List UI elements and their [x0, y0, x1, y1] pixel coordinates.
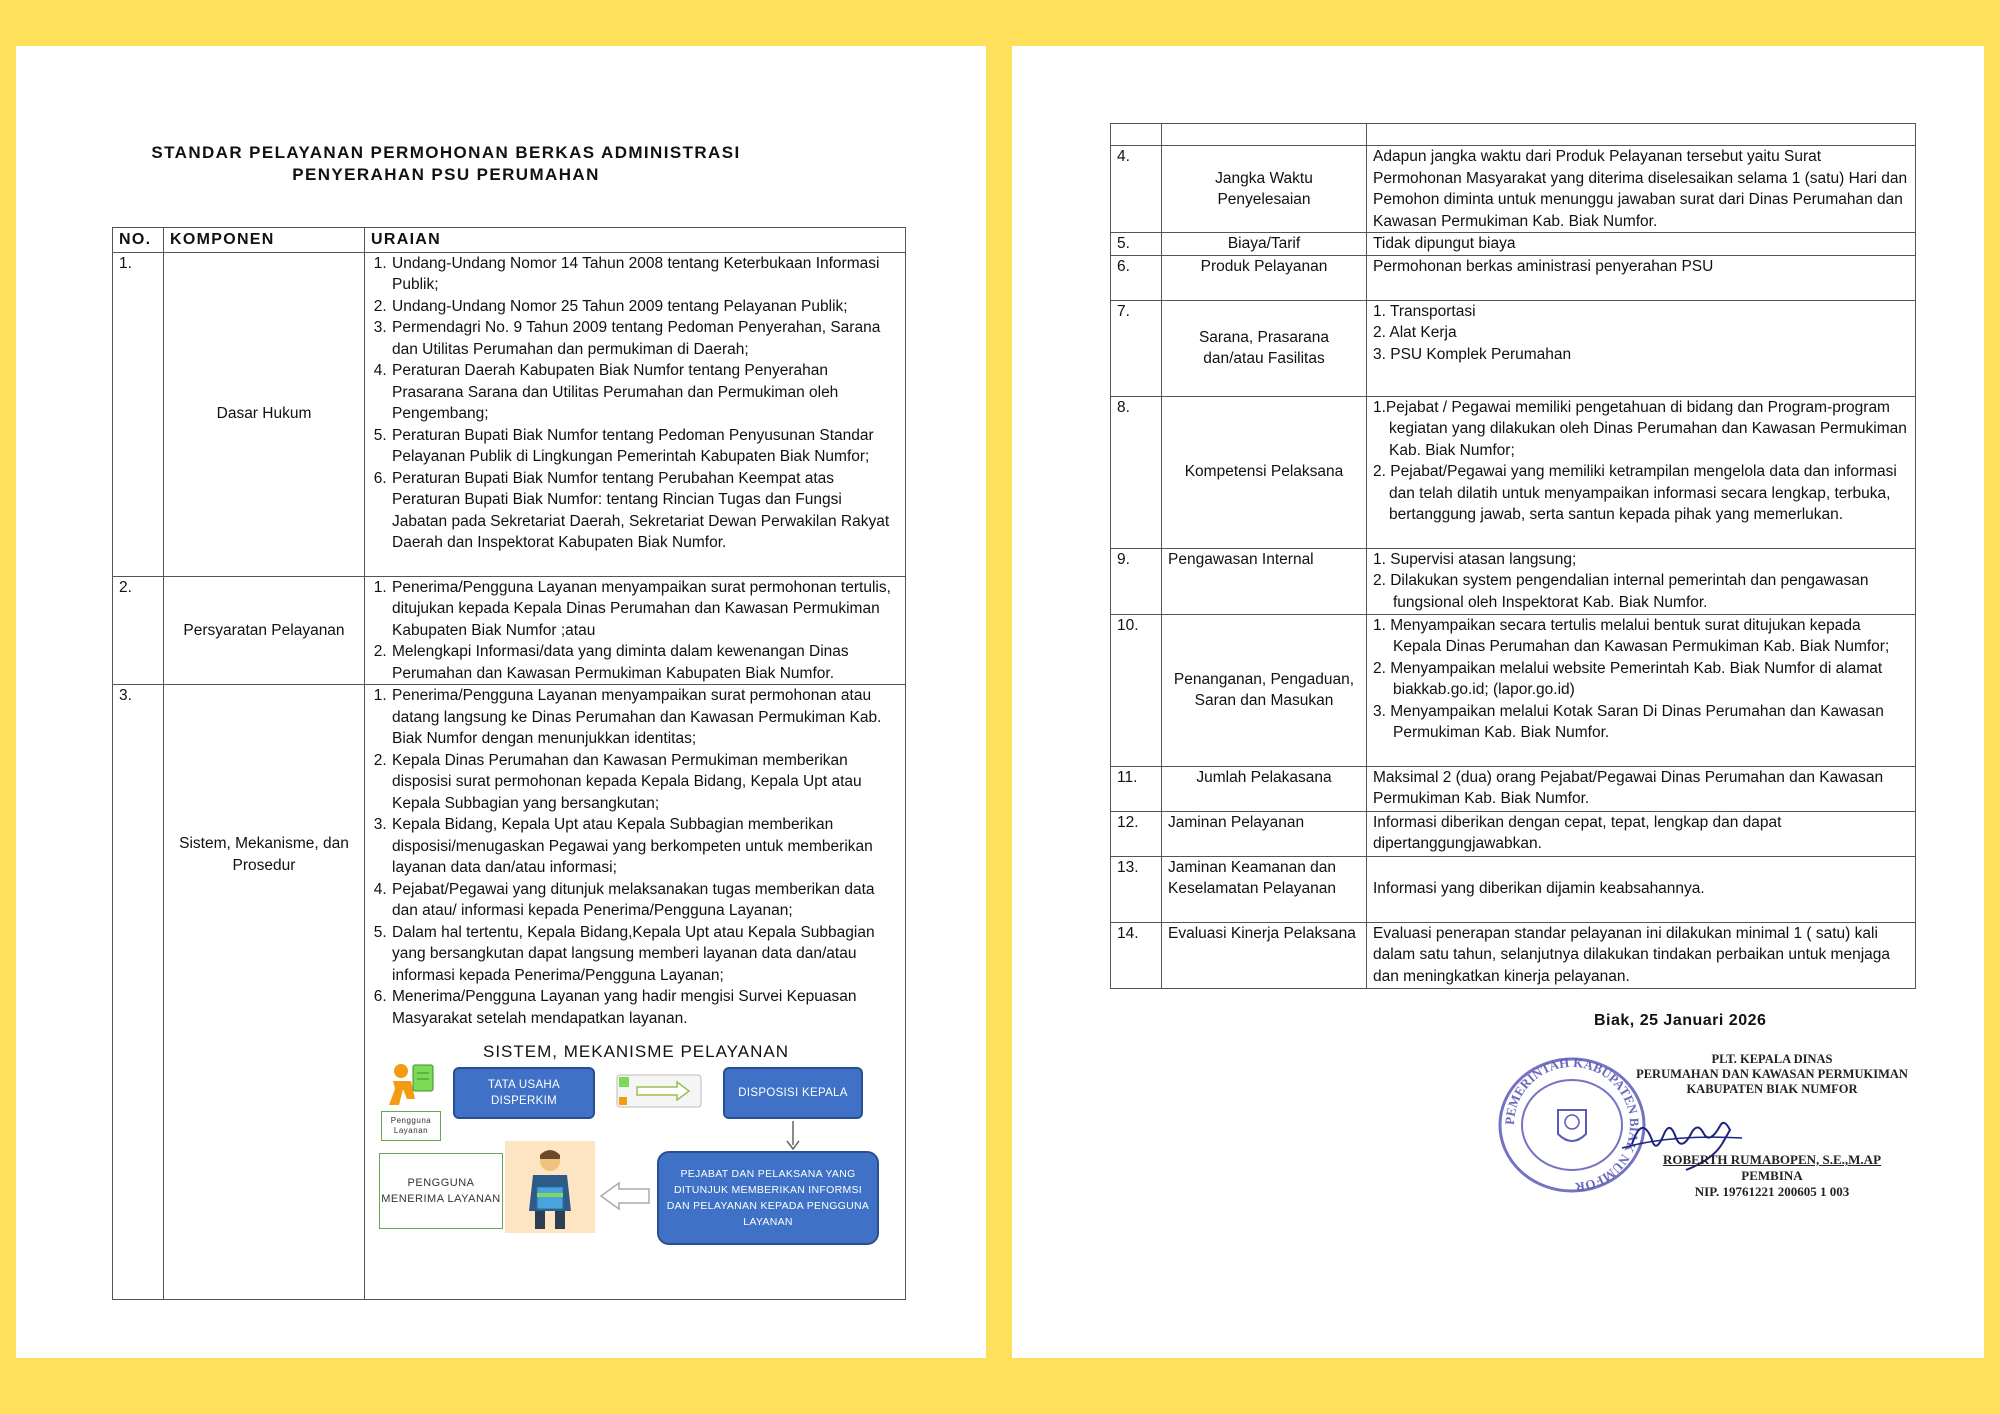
list-item: 1. Menyampaikan secara tertulis melalui bentuk surat ditujukan kepada Kepala Dinas Perumahan dan Kawasan Permukiman Kab. Biak Numfor;: [1373, 616, 1890, 655]
row-number: 8.: [1111, 396, 1162, 548]
row-komponen: Sistem, Mekanisme, dan Prosedur: [164, 685, 365, 1300]
service-flowchart: [371, 1029, 899, 1299]
list-item: 2. Alat Kerja: [1373, 324, 1457, 341]
row-komponen: Jumlah Pelakasana: [1162, 766, 1367, 811]
row-uraian: [1367, 614, 1916, 766]
row-number: 4.: [1111, 146, 1162, 233]
list-item: 2. Undang-Undang Nomor 25 Tahun 2009 tentang Pelayanan Publik;: [391, 296, 899, 318]
document-page-2: [1012, 46, 1984, 1358]
table-row: [1111, 811, 1916, 856]
row-komponen: Biaya/Tarif: [1162, 233, 1367, 256]
table-row: [1111, 922, 1916, 988]
table-row: [113, 252, 906, 576]
title-line-2: PENYERAHAN PSU PERUMAHAN: [292, 165, 600, 184]
row-number: 12.: [1111, 811, 1162, 856]
list-item: 4. Pejabat/Pegawai yang ditunjuk melaksanakan tugas memberikan data dan atau/ informasi kepada Penerima/Pengguna Layanan;: [391, 879, 899, 922]
position-line-1: PLT. KEPALA DINAS: [1711, 1052, 1833, 1066]
signatory-name: ROBERTH RUMABOPEN, S.E.,M.AP: [1662, 1152, 1882, 1167]
row-komponen: Dasar Hukum: [164, 252, 365, 576]
signatory-rank: PEMBINA: [1741, 1168, 1803, 1183]
pengguna-menerima-box: PENGGUNA MENERIMA LAYANAN: [379, 1153, 503, 1229]
list-item: 2. Kepala Dinas Perumahan dan Kawasan Permukiman memberikan disposisi surat permohonan kepada Kepala Bidang, Kepala Upt atau Kepala Subbagian yang bersangkutan;: [391, 750, 899, 815]
table-row: [1111, 300, 1916, 396]
row-uraian: [1367, 300, 1916, 396]
row-uraian: [365, 685, 906, 1300]
table-row: [1111, 255, 1916, 300]
row-number: 1.: [113, 252, 164, 576]
row-number: 11.: [1111, 766, 1162, 811]
table-row: [1111, 766, 1916, 811]
header-no: NO.: [113, 228, 164, 253]
position-line-3: KABUPATEN BIAK NUMFOR: [1686, 1082, 1858, 1096]
list-item: 3. Menyampaikan melalui Kotak Saran Di Dinas Perumahan dan Kawasan Permukiman Kab. Biak Numfor.: [1373, 702, 1884, 741]
arrow-left-icon: [597, 1179, 653, 1213]
title-line-1: STANDAR PELAYANAN PERMOHONAN BERKAS ADMINISTRASI: [151, 143, 741, 162]
row-uraian: [365, 576, 906, 685]
row-komponen: Jaminan Pelayanan: [1162, 811, 1367, 856]
row-komponen: Evaluasi Kinerja Pelaksana: [1162, 922, 1367, 988]
row-uraian: Maksimal 2 (dua) orang Pejabat/Pegawai Dinas Perumahan dan Kawasan Permukiman Kab. Biak Numfor.: [1367, 766, 1916, 811]
row-komponen: Pengawasan Internal: [1162, 548, 1367, 614]
row-number: 3.: [113, 685, 164, 1300]
standard-table-part-1: [112, 227, 906, 1300]
table-row: [1111, 233, 1916, 256]
pengguna-layanan-box: Pengguna Layanan: [381, 1111, 441, 1141]
row-uraian: Evaluasi penerapan standar pelayanan ini dilakukan minimal 1 ( satu) kali dalam satu tahun, selanjutnya dilakukan tindakan perbaikan untuk menjaga dan meningkatkan kinerja pelayanan.: [1367, 922, 1916, 988]
tata-usaha-box: TATA USAHA DISPERKIM: [453, 1067, 595, 1119]
row-uraian: Permohonan berkas aministrasi penyerahan PSU: [1367, 255, 1916, 300]
disposisi-kepala-box: DISPOSISI KEPALA: [723, 1067, 863, 1119]
document-arrow-icon: [615, 1073, 705, 1109]
list-item: 2. Dilakukan system pengendalian internal pemerintah dan pengawasan fungsional oleh Inspektorat Kab. Biak Numfor.: [1373, 572, 1869, 611]
row-uraian: [1367, 548, 1916, 614]
list-item: 1. Transportasi: [1373, 302, 1476, 320]
row-komponen: Jangka Waktu Penyelesaian: [1162, 146, 1367, 233]
signatory-position: [1572, 1052, 1972, 1097]
document-page-1: [16, 46, 986, 1358]
row-number: 6.: [1111, 255, 1162, 300]
list-item: 2. Menyampaikan melalui website Pemerintah Kab. Biak Numfor di alamat biakkab.go.id; (lapor.go.id): [1373, 659, 1883, 698]
arrow-down-icon: [783, 1121, 803, 1151]
row-komponen: Jaminan Keamanan dan Keselamatan Pelayanan: [1162, 856, 1367, 922]
list-item: 3. Kepala Bidang, Kepala Upt atau Kepala Subbagian memberikan disposisi/menugaskan Pegawai yang berkompeten untuk memberikan layanan data dan/atau informasi;: [391, 814, 899, 879]
row-number: 10.: [1111, 614, 1162, 766]
table-row: [113, 685, 906, 1300]
list-item: 1. Penerima/Pengguna Layanan menyampaikan surat permohonan atau datang langsung ke Dinas Perumahan dan Kawasan Permukiman Kab. Biak Numfor dengan menunjukkan identitas;: [391, 685, 899, 750]
row-uraian: [365, 252, 906, 576]
row-uraian: [1367, 396, 1916, 548]
table-row: [1111, 856, 1916, 922]
row-uraian: Adapun jangka waktu dari Produk Pelayanan tersebut yaitu Surat Permohonan Masyarakat yang diterima diselesaikan selama 1 (satu) Hari dan Pemohon diminta untuk menunggu jawaban surat dari Dinas Perumahan dan Kawasan Permukiman Kab. Biak Numfor.: [1367, 146, 1916, 233]
standard-table-part-2: [1110, 123, 1916, 989]
row-komponen: Sarana, Prasarana dan/atau Fasilitas: [1162, 300, 1367, 396]
row-uraian: Tidak dipungut biaya: [1367, 233, 1916, 256]
table-header-row: [113, 228, 906, 253]
row-number: 9.: [1111, 548, 1162, 614]
table-row: [1111, 614, 1916, 766]
row-komponen: Penanganan, Pengaduan, Saran dan Masukan: [1162, 614, 1367, 766]
list-item: 1. Penerima/Pengguna Layanan menyampaikan surat permohonan tertulis, ditujukan kepada Kepala Dinas Perumahan dan Kawasan Permukiman Kabupaten Biak Numfor ;atau: [391, 577, 899, 642]
pejabat-pelaksana-box: PEJABAT DAN PELAKSANA YANG DITUNJUK MEMBERIKAN INFORMSI DAN PELAYANAN KEPADA PENGGUNA LAYANAN: [657, 1151, 879, 1245]
list-item: 3. PSU Komplek Perumahan: [1373, 345, 1572, 363]
row-number: 14.: [1111, 922, 1162, 988]
list-item: 6. Menerima/Pengguna Layanan yang hadir mengisi Survei Kepuasan Masyarakat setelah mendapatkan layanan.: [391, 986, 899, 1029]
header-uraian: URAIAN: [365, 228, 906, 253]
row-uraian: Informasi diberikan dengan cepat, tepat, lengkap dan dapat dipertanggungjawabkan.: [1367, 811, 1916, 856]
flowchart-title: SISTEM, MEKANISME PELAYANAN: [483, 1042, 789, 1061]
list-item: 1. Undang-Undang Nomor 14 Tahun 2008 tentang Keterbukaan Informasi Publik;: [391, 253, 899, 296]
user-submitting-icon: [381, 1059, 441, 1109]
row-number: 13.: [1111, 856, 1162, 922]
table-continuation-row: [1111, 124, 1916, 146]
list-item: 1.Pejabat / Pegawai memiliki pengetahuan di bidang dan Program-program kegiatan yang dilakukan oleh Dinas Perumahan dan Kawasan Permukiman Kab. Biak Numfor;: [1373, 398, 1907, 459]
signature-place-date: Biak, 25 Januari 2026: [1594, 1012, 1767, 1029]
businessman-icon: [505, 1141, 595, 1233]
position-line-2: PERUMAHAN DAN KAWASAN PERMUKIMAN: [1636, 1067, 1908, 1081]
signatory-details: [1572, 1152, 1972, 1200]
row-komponen: Produk Pelayanan: [1162, 255, 1367, 300]
table-row: [1111, 146, 1916, 233]
list-item: 6. Peraturan Bupati Biak Numfor tentang Perubahan Keempat atas Peraturan Bupati Biak Numfor: tentang Rincian Tugas dan Fungsi Jabatan pada Sekretariat Daerah, Sekretariat Dewan Perwakilan Rakyat Daerah dan Inspektorat Kabupaten Biak Numfor.: [391, 468, 899, 554]
row-number: 7.: [1111, 300, 1162, 396]
row-komponen: Kompetensi Pelaksana: [1162, 396, 1367, 548]
list-item: 1. Supervisi atasan langsung;: [1373, 550, 1577, 568]
list-item: 5. Dalam hal tertentu, Kepala Bidang,Kepala Upt atau Kepala Subbagian yang bersangkutan dapat langsung memberi layanan data dan/atau informasi kepada Penerima/Pengguna Layanan;: [391, 922, 899, 987]
header-komponen: KOMPONEN: [164, 228, 365, 253]
list-item: 3. Permendagri No. 9 Tahun 2009 tentang Pedoman Penyerahan, Sarana dan Utilitas Perumahan dan permukiman di Daerah;: [391, 317, 899, 360]
table-row: [113, 576, 906, 685]
document-title: [16, 142, 876, 186]
row-number: 2.: [113, 576, 164, 685]
row-komponen: Persyaratan Pelayanan: [164, 576, 365, 685]
table-row: [1111, 396, 1916, 548]
row-uraian: Informasi yang diberikan dijamin keabsahannya.: [1367, 856, 1916, 922]
svg-text:PEMERINTAH KABUPATEN BIAK NUMF: PEMERINTAH KABUPATEN BIAK NUMFOR: [1501, 1054, 1643, 1196]
table-row: [1111, 548, 1916, 614]
list-item: 5. Peraturan Bupati Biak Numfor tentang Pedoman Penyusunan Standar Pelayanan Publik di Lingkungan Pemerintah Kabupaten Biak Numfor;: [391, 425, 899, 468]
list-item: 2. Pejabat/Pegawai yang memiliki ketrampilan mengelola data dan informasi dan telah dilatih untuk menyampaikan informasi secara lengkap, terbuka, bertanggung jawab, serta santun kepada pihak yang memerlukan.: [1373, 463, 1897, 523]
list-item: 4. Peraturan Daerah Kabupaten Biak Numfor tentang Penyerahan Prasarana Sarana dan Utilitas Perumahan dan Permukiman oleh Pengembang;: [391, 360, 899, 425]
list-item: 2. Melengkapi Informasi/data yang diminta dalam kewenangan Dinas Perumahan dan Kawasan Permukiman Kabupaten Biak Numfor.: [391, 641, 899, 684]
signatory-nip: NIP. 19761221 200605 1 003: [1694, 1184, 1850, 1199]
row-number: 5.: [1111, 233, 1162, 256]
